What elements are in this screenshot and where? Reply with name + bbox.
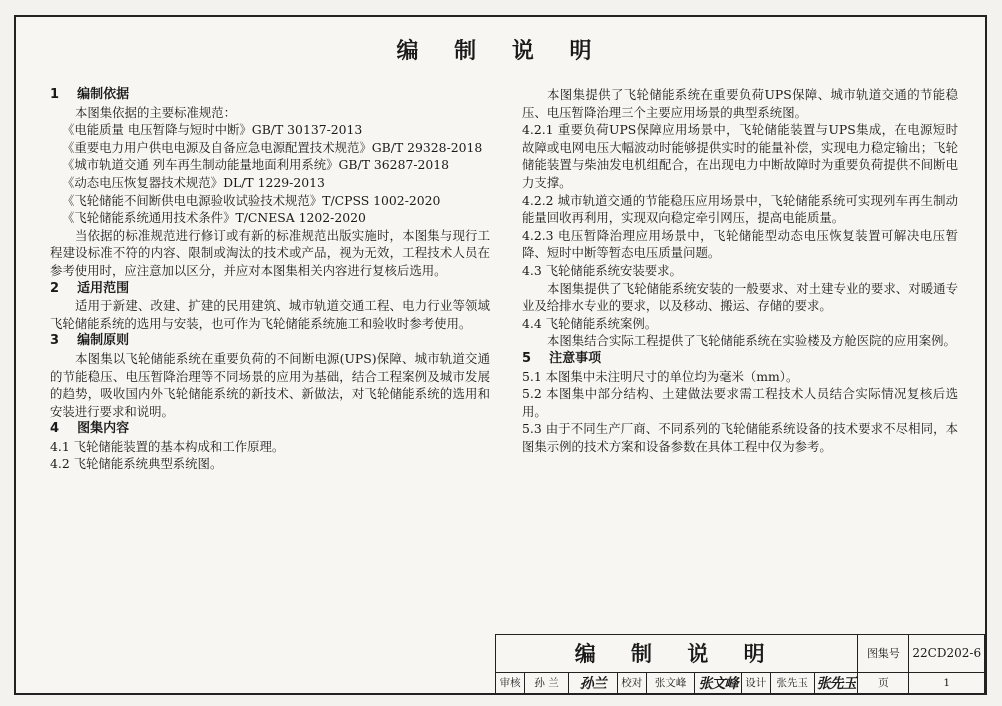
- section-4-2-2: 4.2.2 城市轨道交通的节能稳压应用场景中，飞轮储能系统可实现列车再生制动能量回收再利用，实现双向稳定牵引网压，提高电能质量。: [522, 192, 958, 226]
- left-column: [50, 86, 490, 473]
- checker-name: 张文峰: [646, 672, 695, 693]
- design-label: 设计: [741, 672, 770, 693]
- atlas-number-label: 图集号: [858, 635, 909, 673]
- section-2-text: 适用于新建、改建、扩建的民用建筑、城市轨道交通工程、电力行业等领域飞轮储能系统的选用与安装，也可作为飞轮储能系统施工和验收时参考使用。: [50, 298, 490, 331]
- page-number: 1: [909, 672, 985, 693]
- check-label: 校对: [617, 672, 646, 693]
- section-5-2: 5.2 本图集中部分结构、土建做法要求需工程技术人员结合实际情况复核后选用。: [522, 386, 958, 419]
- page-title: 编 制 说 明: [396, 38, 606, 64]
- page-label: 页: [858, 672, 909, 693]
- standard-5: 《飞轮储能不间断供电电源验收试验技术规范》T/CPSS 1002-2020: [62, 192, 441, 208]
- section-4-3: 4.3 飞轮储能系统安装要求。: [522, 262, 682, 278]
- section-1-note: 当依据的标准规范进行修订或有新的标准规范出版实施时，本图集与现行工程建设标准不符的内容、限制或淘汰的技术或产品，视为无效，工程技术人员在参考使用时，应注意加以区分，并应对本图集相关内容进行复核后选用。: [50, 227, 490, 278]
- section-3-heading: 3 编制原则: [50, 333, 130, 349]
- section-4-heading: 4 图集内容: [50, 421, 130, 437]
- section-4-3-text: 本图集提供了飞轮储能系统安装的一般要求、对土建专业的要求、对暖通专业及给排水专业的要求，以及移动、搬运、存储的要求。: [522, 280, 958, 314]
- atlas-number: 22CD202-6: [909, 635, 985, 673]
- checker-signature: 张文峰: [695, 672, 741, 693]
- standard-1: 《电能质量 电压暂降与短时中断》GB/T 30137-2013: [62, 122, 363, 138]
- review-label: 审核: [496, 672, 525, 693]
- section-3-text: 本图集以飞轮储能系统在重要负荷的不间断电源(UPS)保障、城市轨道交通的节能稳压、电压暂降治理等不同场景的应用为基础，结合工程案例及城市发展的趋势，吸收国内外飞轮储能系统的新技术、新做法，对飞轮储能系统的选用和安装进行要求和说明。: [50, 350, 490, 419]
- standard-6: 《飞轮储能系统通用技术条件》T/CNESA 1202-2020: [62, 210, 366, 226]
- section-4-2-intro: 本图集提供了飞轮储能系统在重要负荷UPS保障、城市轨道交通的节能稳压、电压暂降治理三个主要应用场景的典型系统图。: [522, 87, 958, 120]
- standard-4: 《动态电压恢复器技术规范》DL/T 1229-2013: [62, 174, 325, 190]
- section-4-4-text: 本图集结合实际工程提供了飞轮储能系统在实验楼及方舱医院的应用案例。: [547, 333, 956, 349]
- standard-2: 《重要电力用户供电电源及自备应急电源配置技术规范》GB/T 29328-2018: [62, 139, 483, 155]
- section-1-heading: 1 编制依据: [50, 87, 130, 102]
- section-4-2-1: 4.2.1 重要负荷UPS保障应用场景中，飞轮储能装置与UPS集成，在电源短时故障或电网电压大幅波动时能够提供实时的能量补偿，实现电力稳定输出；飞轮储能装置与柴油发电机组配合，在出现电力中断故障时为重要负荷提供不间断电力支撑。: [522, 122, 958, 190]
- section-4-1: 4.1 飞轮储能装置的基本构成和工作原理。: [50, 438, 285, 454]
- designer-signature: 张先玉: [814, 672, 858, 693]
- reviewer-name: 孙 兰: [525, 672, 569, 693]
- title-block-main-title: 编 制 说 明: [496, 635, 858, 673]
- section-4-2: 4.2 飞轮储能系统典型系统图。: [50, 456, 223, 472]
- standard-3: 《城市轨道交通 列车再生制动能量地面利用系统》GB/T 36287-2018: [62, 157, 450, 173]
- section-5-heading: 5 注意事项: [522, 350, 602, 366]
- section-2-heading: 2 适用范围: [50, 280, 130, 296]
- title-block: [495, 634, 985, 694]
- section-5-1: 5.1 本图集中未注明尺寸的单位均为毫米（mm）。: [522, 368, 799, 384]
- section-4-2-3: 4.2.3 电压暂降治理应用场景中，飞轮储能型动态电压恢复装置可解决电压暂降、短时中断等暂态电压质量问题。: [522, 227, 958, 261]
- section-1-intro: 本图集依据的主要标准规范：: [75, 104, 237, 120]
- section-5-3: 5.3 由于不同生产厂商、不同系列的飞轮储能系统设备的技术要求不尽相同，本图集示例的技术方案和设备参数在具体工程中仅为参考。: [522, 421, 958, 454]
- right-column: [522, 86, 958, 455]
- designer-name: 张先玉: [770, 672, 814, 693]
- section-4-4: 4.4 飞轮储能系统案例。: [522, 315, 658, 331]
- reviewer-signature: 孙兰: [568, 672, 617, 693]
